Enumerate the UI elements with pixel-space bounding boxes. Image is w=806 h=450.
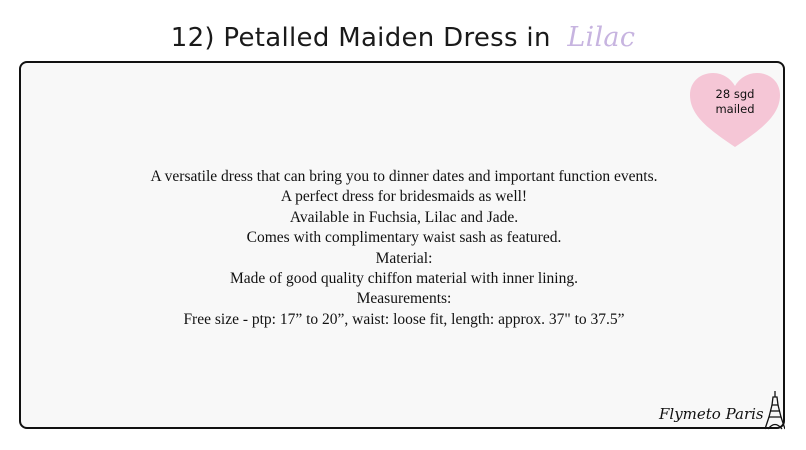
description-line: Available in Fuchsia, Lilac and Jade. <box>289 208 519 226</box>
description-line: Material: <box>375 249 433 267</box>
description-line: Made of good quality chiffon material with inner lining. <box>230 270 578 288</box>
description-line: A perfect dress for bridesmaids as well! <box>280 188 528 206</box>
product-card <box>19 61 785 429</box>
brand-logo <box>657 389 785 431</box>
description-line: Measurements: <box>356 290 452 308</box>
description-line: Comes with complimentary waist sash as featured. <box>246 229 562 247</box>
product-description <box>21 167 787 330</box>
eiffel-tower-icon <box>765 391 785 429</box>
page-title <box>0 22 806 53</box>
price-badge-shipping: mailed <box>715 102 755 116</box>
price-badge <box>688 87 782 117</box>
page-title-text: 12) Petalled Maiden Dress in <box>170 23 551 53</box>
page-title-color-accent: Lilac <box>567 22 636 53</box>
brand-logo-text: Flymeto Paris <box>659 405 764 423</box>
description-line: A versatile dress that can bring you to dinner dates and important function events. <box>150 168 658 185</box>
description-line: Free size - ptp: 17” to 20”, waist: loose fit, length: approx. 37" to 37.5” <box>183 310 625 328</box>
price-badge-amount: 28 sgd <box>715 87 755 101</box>
